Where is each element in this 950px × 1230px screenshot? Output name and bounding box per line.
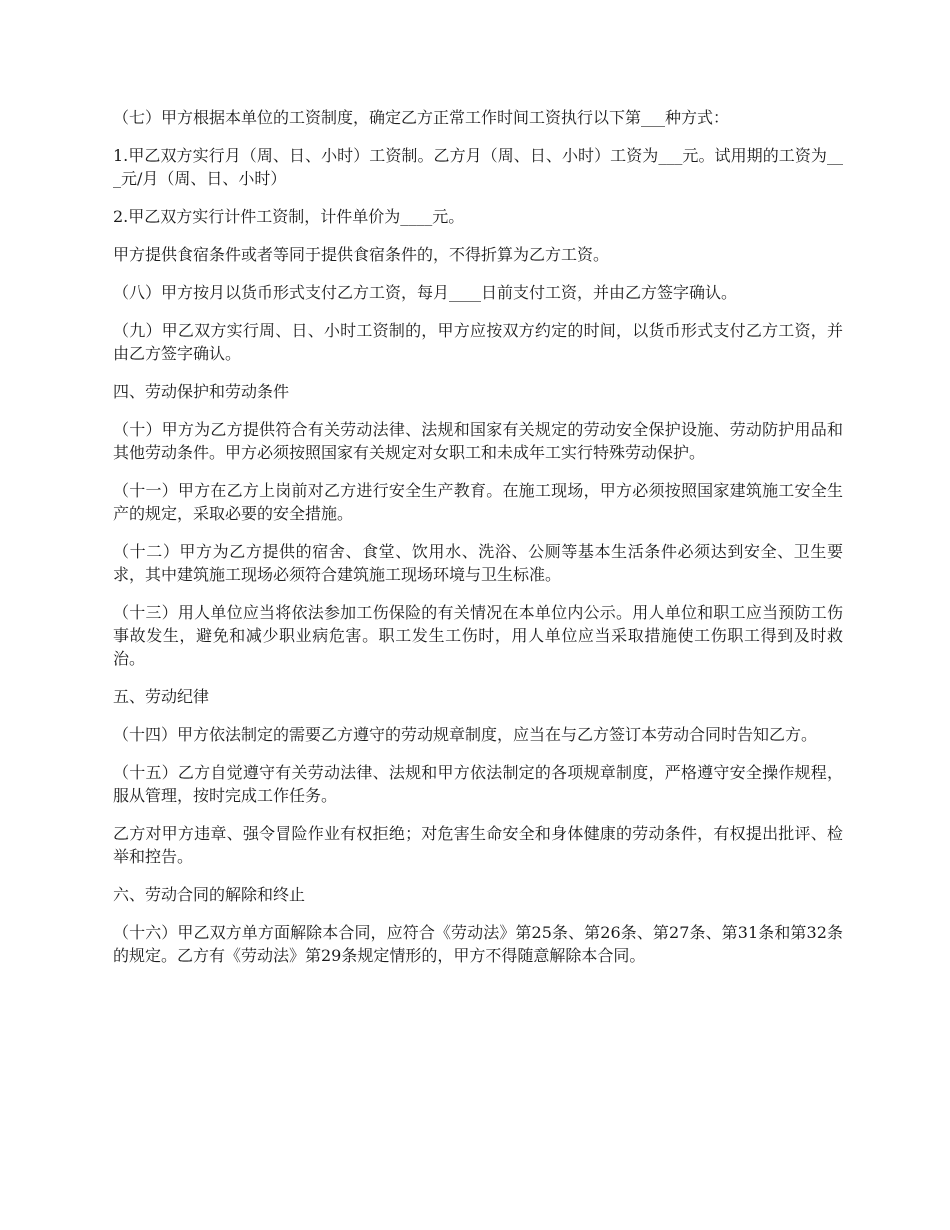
clause-12: （十二）甲方为乙方提供的宿舍、食堂、饮用水、洗浴、公厕等基本生活条件必须达到安全、卫生要求，其中建筑施工现场必须符合建筑施工现场环境与卫生标准。 <box>113 542 843 584</box>
clause-14: （十四）甲方依法制定的需要乙方遵守的劳动规章制度，应当在与乙方签订本劳动合同时告知乙方。 <box>113 725 818 744</box>
clause-7-option-2: 2.甲乙双方实行计件工资制，计件单价为____元。 <box>113 207 465 226</box>
document-page <box>113 106 843 982</box>
clause-7: （七）甲方根据本单位的工资制度，确定乙方正常工作时间工资执行以下第___种方式： <box>113 108 730 127</box>
clause-16: （十六）甲乙双方单方面解除本合同，应符合《劳动法》第25条、第26条、第27条、第31条和第32条的规定。乙方有《劳动法》第29条规定情形的，甲方不得随意解除本合同。 <box>113 923 843 965</box>
section-heading-6: 六、劳动合同的解除和终止 <box>113 885 306 904</box>
clause-9: （九）甲乙双方实行周、日、小时工资制的，甲方应按双方约定的时间，以货币形式支付乙方工资，并由乙方签字确认。 <box>113 321 843 363</box>
clause-11: （十一）甲方在乙方上岗前对乙方进行安全生产教育。在施工现场，甲方必须按照国家建筑施工安全生产的规定，采取必要的安全措施。 <box>113 481 843 523</box>
clause-10: （十）甲方为乙方提供符合有关劳动法律、法规和国家有关规定的劳动安全保护设施、劳动防护用品和其他劳动条件。甲方必须按照国家有关规定对女职工和未成年工实行特殊劳动保护。 <box>113 420 843 462</box>
section-heading-5: 五、劳动纪律 <box>113 687 210 706</box>
section-heading-4: 四、劳动保护和劳动条件 <box>113 382 290 401</box>
clause-13: （十三）用人单位应当将依法参加工伤保险的有关情况在本单位内公示。用人单位和职工应当预防工伤事故发生，避免和减少职业病危害。职工发生工伤时，用人单位应当采取措施使工伤职工得到及时救治。 <box>113 603 843 668</box>
clause-8: （八）甲方按月以货币形式支付乙方工资，每月____日前支付工资，并由乙方签字确认。 <box>113 283 738 302</box>
clause-15: （十五）乙方自觉遵守有关劳动法律、法规和甲方依法制定的各项规章制度，严格遵守安全操作规程，服从管理，按时完成工作任务。 <box>113 763 843 805</box>
clause-15-note: 乙方对甲方违章、强令冒险作业有权拒绝；对危害生命安全和身体健康的劳动条件，有权提出批评、检举和控告。 <box>113 824 843 866</box>
clause-7-option-1: 1.甲乙双方实行月（周、日、小时）工资制。乙方月（周、日、小时）工资为___元。试用期的工资为___元/月（周、日、小时） <box>113 146 843 188</box>
clause-7-note: 甲方提供食宿条件或者等同于提供食宿条件的，不得折算为乙方工资。 <box>113 245 610 264</box>
